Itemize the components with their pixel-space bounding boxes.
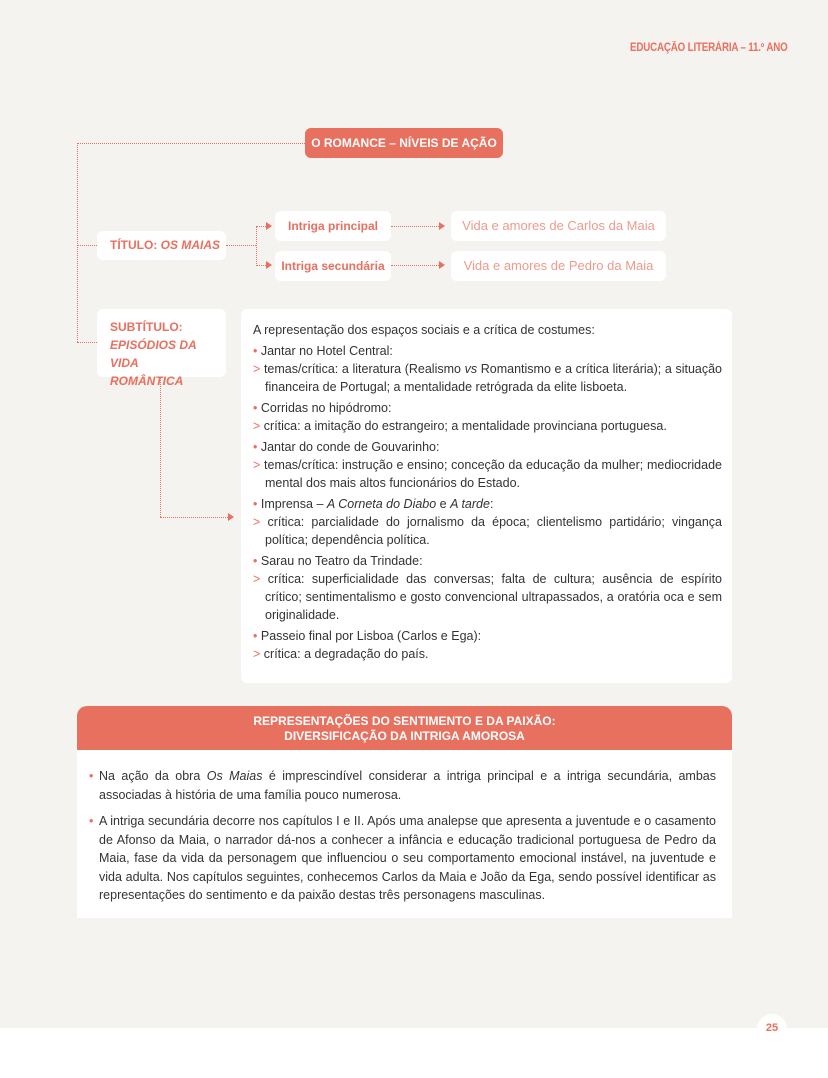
- episode-title: Corridas no hipódromo:: [260, 401, 392, 415]
- episode: [253, 495, 722, 549]
- episode-detail: [253, 360, 722, 396]
- plot-main: Intriga principal: [275, 211, 391, 241]
- title-name: OS MAIAS: [160, 238, 220, 252]
- connector: [256, 226, 257, 266]
- episode-title: Jantar do conde de Gouvarinho:: [260, 440, 440, 454]
- episode-title-em: A tarde: [450, 497, 490, 511]
- connector: [160, 377, 161, 517]
- episode: [253, 438, 722, 492]
- episode-title: Imprensa –: [260, 497, 327, 511]
- detail-text: temas/crítica: a literatura (Realismo: [263, 362, 465, 376]
- episodes-box: [241, 309, 732, 683]
- arrow-icon: [228, 513, 234, 521]
- page-number: 25: [757, 1014, 787, 1044]
- episode-detail: > temas/crítica: instrução e ensino; conceção da educação da mulher; mediocridade mental dos mais altos funcionários do Estado.: [253, 456, 722, 492]
- connector: [160, 517, 228, 518]
- detail-em: vs: [464, 362, 478, 376]
- episode: [253, 552, 722, 624]
- episode-title: e: [436, 497, 451, 511]
- subtitle-node: [97, 309, 226, 388]
- plot-secondary: Intriga secundária: [275, 251, 391, 281]
- connector: [77, 143, 305, 144]
- detail-text: Romantismo e a crítica literária); a situação financeira de Portugal; a mentalidade retrógrada da elite lisboeta.: [265, 362, 723, 394]
- episode-title: Passeio final por Lisboa (Carlos e Ega):: [260, 629, 482, 643]
- connector: [77, 245, 97, 246]
- connector: [226, 245, 256, 246]
- title-prefix: TÍTULO:: [110, 238, 161, 252]
- box-title-line: DIVERSIFICAÇÃO DA INTRIGA AMOROSA: [284, 729, 525, 743]
- arrow-icon: [266, 261, 272, 269]
- paragraph-em: Os Maias: [206, 769, 263, 783]
- box-body: [77, 750, 732, 918]
- episodes-intro: A representação dos espaços sociais e a crítica de costumes:: [253, 323, 595, 337]
- box-title-line: REPRESENTAÇÕES DO SENTIMENTO E DA PAIXÃO:: [253, 714, 556, 728]
- subtitle-prefix: SUBTÍTULO:: [110, 320, 183, 334]
- arrow-icon: [266, 222, 272, 230]
- episode-title: Jantar no Hotel Central:: [260, 344, 393, 358]
- episode: [253, 627, 722, 663]
- title-node: [97, 231, 226, 260]
- episode-detail: > crítica: parcialidade do jornalismo da época; clientelismo partidário; vingança política; dependência política.: [253, 513, 722, 549]
- episode-detail: > crítica: superficialidade das conversas; falta de cultura; ausência de espírito crítico; sentimentalismo e gosto convencional ultrapassados, a oratória oca e sem originalidade.: [253, 570, 722, 624]
- plot-secondary-desc: Vida e amores de Pedro da Maia: [451, 251, 666, 281]
- episode-detail: > crítica: a degradação do país.: [253, 645, 722, 663]
- paragraph-text: é imprescindível considerar a intriga principal e a intriga secundária, ambas associadas à história de uma família pouco numerosa.: [99, 769, 716, 802]
- root-node: O ROMANCE – NÍVEIS DE AÇÃO: [305, 128, 503, 158]
- episode-title: :: [489, 497, 494, 511]
- connector: [256, 226, 266, 227]
- connector: [391, 226, 439, 227]
- connector: [77, 342, 97, 343]
- connector: [77, 143, 78, 342]
- arrow-icon: [439, 261, 445, 269]
- box-header: [77, 706, 732, 750]
- episode-title: Sarau no Teatro da Trindade:: [260, 554, 423, 568]
- episode: [253, 399, 722, 435]
- box-paragraph: • A intriga secundária decorre nos capítulos I e II. Após uma analepse que apresenta a juventude e o casamento de Afonso da Maia, o narrador dá-nos a conhecer a infância e educação tradicional portuguesa de Pedro da Maia, fase da vida da personagem que influenciou o seu comportamento emocional instável, na juventude e vida adulta. Nos capítulos seguintes, conhecemos Carlos da Maia e João da Ega, sendo possível identificar as representações do sentimento e da paixão destas três personagens masculinas.: [89, 812, 716, 905]
- section-header: EDUCAÇÃO LITERÁRIA – 11.º ANO: [630, 42, 788, 54]
- plot-main-desc: Vida e amores de Carlos da Maia: [451, 211, 666, 241]
- box-paragraph: [89, 767, 716, 804]
- episode: [253, 342, 722, 396]
- footer: [0, 1028, 828, 1078]
- paragraph-text: Na ação da obra: [99, 769, 207, 783]
- subtitle-name: EPISÓDIOS DA VIDA ROMÂNTICA: [110, 338, 197, 388]
- episode-detail: > crítica: a imitação do estrangeiro; a mentalidade provinciana portuguesa.: [253, 417, 722, 435]
- connector: [256, 265, 266, 266]
- connector: [391, 265, 439, 266]
- episode-title-em: A Corneta do Diabo: [326, 497, 437, 511]
- arrow-icon: [439, 222, 445, 230]
